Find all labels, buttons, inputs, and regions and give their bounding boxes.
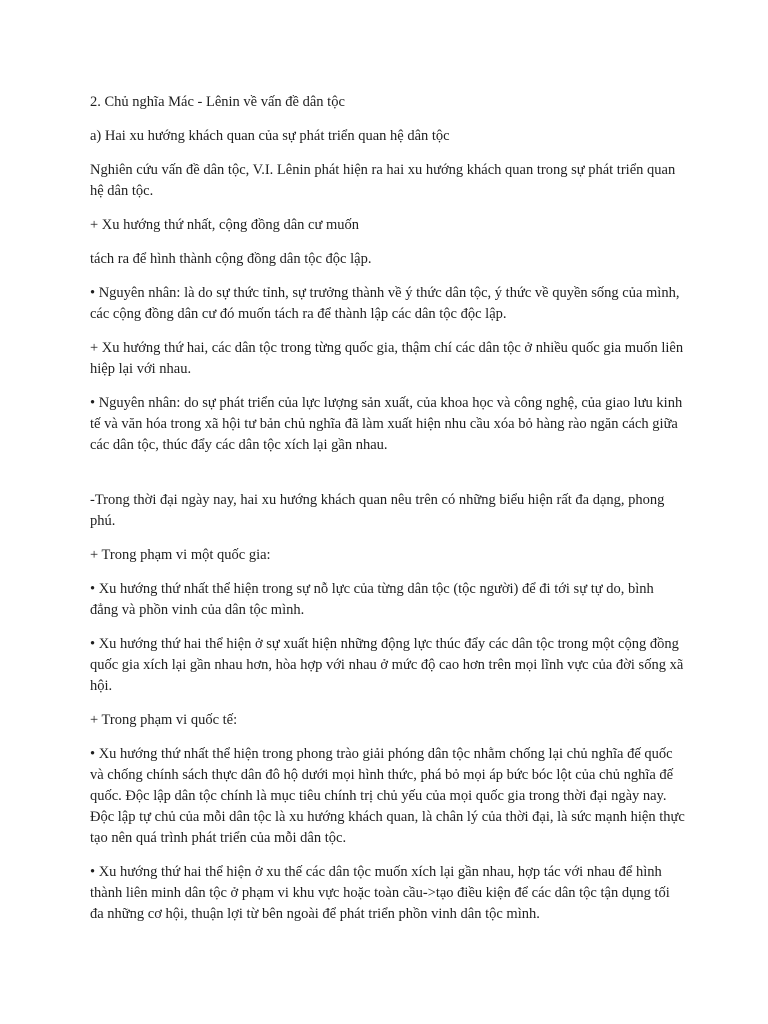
paragraph-trend-one-continued: tách ra để hình thành cộng đồng dân tộc độc lập. xyxy=(90,251,372,267)
paragraph-modern-era: -Trong thời đại ngày nay, hai xu hướng khách quan nêu trên có những biểu hiện rất đa dạng, phong phú. xyxy=(90,492,665,529)
paragraph-international-scope: + Trong phạm vi quốc tế: xyxy=(90,712,238,728)
paragraph-cause-two: • Nguyên nhân: do sự phát triển của lực lượng sản xuất, của khoa học và công nghệ, của giao lưu kinh tế và văn hóa trong xã hội tư bản chủ nghĩa đã làm xuất hiện nhu cầu xóa bỏ hàng rào ngăn cách giữa các dân tộc, thúc đẩy các dân tộc xích lại gần nhau. xyxy=(90,395,683,453)
paragraph-national-trend-one: • Xu hướng thứ nhất thể hiện trong sự nỗ lực của từng dân tộc (tộc người) để đi tới sự tự do, bình đẳng và phồn vinh của dân tộc mình. xyxy=(90,581,654,618)
document-page xyxy=(90,92,685,938)
paragraph-international-trend-one: • Xu hướng thứ nhất thể hiện trong phong trào giải phóng dân tộc nhằm chống lại chủ nghĩa đế quốc và chống chính sách thực dân đô hộ dưới mọi hình thức, phá bỏ mọi áp bức bóc lột của chủ nghĩa đế quốc. Độc lập dân tộc chính là mục tiêu chính trị chủ yếu của mọi quốc gia trong thời đại ngày nay. Độc lập tự chủ của mỗi dân tộc là xu hướng khách quan, là chân lý của thời đại, là sức mạnh hiện thực tạo nên quá trình phát triển của mỗi dân tộc. xyxy=(90,746,685,846)
paragraph-trend-one: + Xu hướng thứ nhất, cộng đồng dân cư muốn xyxy=(90,217,359,233)
paragraph-national-scope: + Trong phạm vi một quốc gia: xyxy=(90,547,271,563)
section-heading: 2. Chủ nghĩa Mác - Lênin về vấn đề dân tộc xyxy=(90,94,345,110)
paragraph-national-trend-two: • Xu hướng thứ hai thể hiện ở sự xuất hiện những động lực thúc đẩy các dân tộc trong một cộng đồng quốc gia xích lại gần nhau hơn, hòa hợp với nhau ở mức độ cao hơn trên mọi lĩnh vực của đời sống xã hội. xyxy=(90,636,684,694)
paragraph-cause-one: • Nguyên nhân: là do sự thức tỉnh, sự trưởng thành về ý thức dân tộc, ý thức về quyền sống của mình, các cộng đồng dân cư đó muốn tách ra để thành lập các dân tộc độc lập. xyxy=(90,285,680,322)
paragraph-international-trend-two: • Xu hướng thứ hai thể hiện ở xu thế các dân tộc muốn xích lại gần nhau, hợp tác với nhau để hình thành liên minh dân tộc ở phạm vi khu vực hoặc toàn cầu->tạo điều kiện để các dân tộc tận dụng tối đa những cơ hội, thuận lợi từ bên ngoài để phát triển phồn vinh dân tộc mình. xyxy=(90,864,670,922)
paragraph-trend-two: + Xu hướng thứ hai, các dân tộc trong từng quốc gia, thậm chí các dân tộc ở nhiều quốc gia muốn liên hiệp lại với nhau. xyxy=(90,340,684,377)
paragraph-intro: Nghiên cứu vấn đề dân tộc, V.I. Lênin phát hiện ra hai xu hướng khách quan trong sự phát triển quan hệ dân tộc. xyxy=(90,162,676,199)
subsection-heading: a) Hai xu hướng khách quan của sự phát triển quan hệ dân tộc xyxy=(90,128,450,144)
